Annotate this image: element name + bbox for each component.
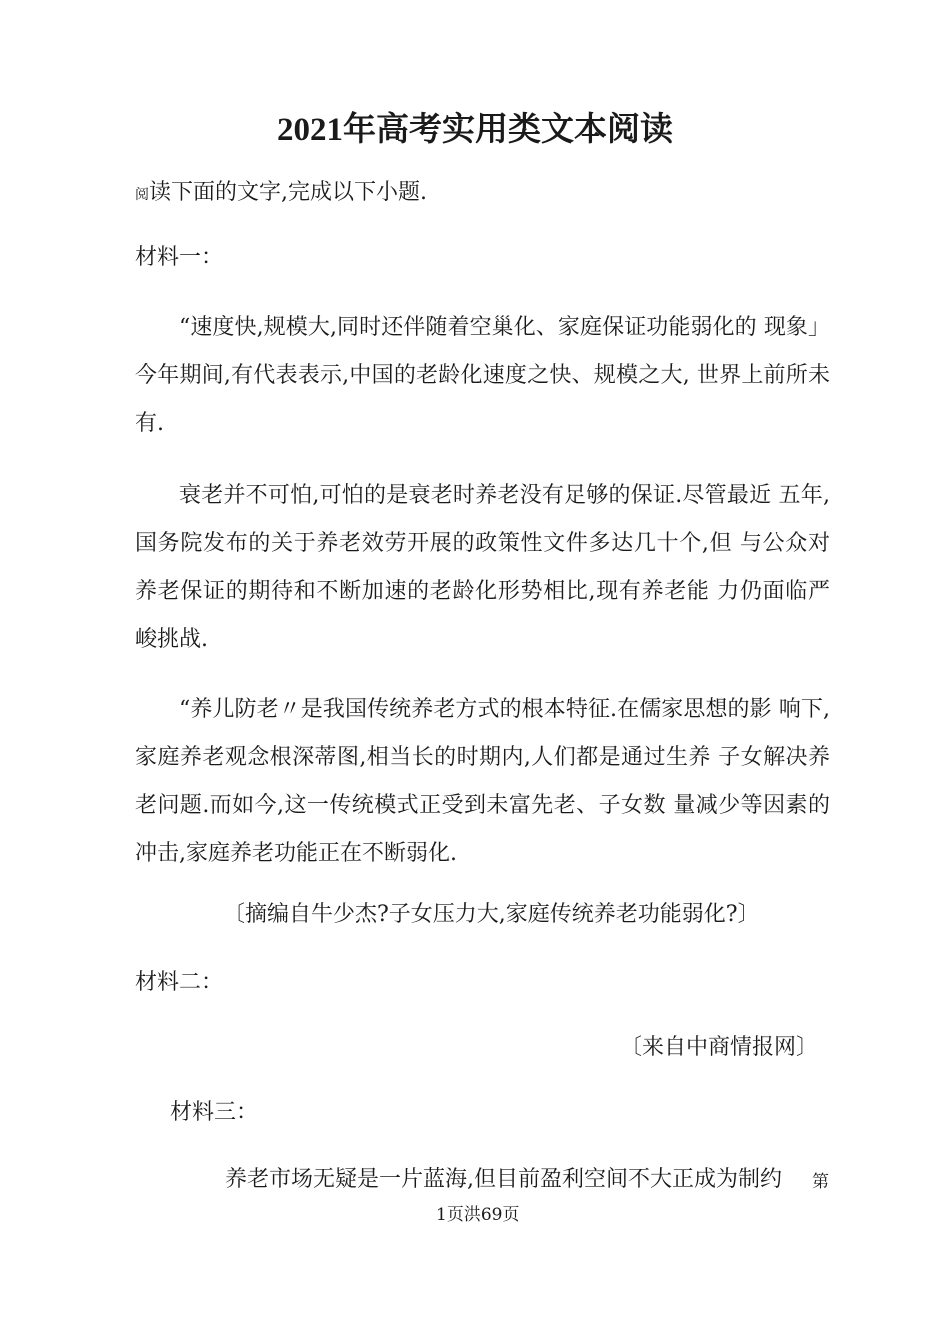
instruction-line xyxy=(135,178,427,210)
footer-page-number: 1页洪69页 xyxy=(436,1205,520,1225)
instruction-small-char: 阅 xyxy=(135,187,149,203)
material1-paragraph-1: “速度快,规模大,同时还伴随着空巢化、家庭保证功能弱化的 现象」今年期间,有代表表示,中国的老龄化速度之快、规模之大, 世界上前所未有. xyxy=(135,315,830,436)
material2-source: 〔来自中商情报网〕 xyxy=(620,1035,819,1060)
material1-source: 〔摘编自牛少杰?子女压力大,家庭传统养老功能弱化?〕 xyxy=(223,902,760,927)
document-title: 2021年高考实用类文本阅读 xyxy=(277,112,673,148)
material1-paragraph-3: “养儿防老〃是我国传统养老方式的根本特征.在儒家思想的影 响下,家庭养老观念根深蒂图,相当长的时期内,人们都是通过生养 子女解决养老问题.而如今,这一传统模式正受到未富先老、子女数 量减少等因素的冲击,家庭养老功能正在不断弱化. xyxy=(135,697,830,866)
material2-label: 材料二： xyxy=(135,970,224,995)
footer-page-prefix: 第 xyxy=(812,1172,829,1192)
material1-label: 材料一： xyxy=(135,245,224,270)
instruction-text: 读下面的文字,完成以下小题. xyxy=(149,180,427,205)
material1-paragraph-2: 衰老并不可怕,可怕的是衰老时养老没有足够的保证.尽管最近 五年,国务院发布的关于养老效劳开展的政策性文件多达几十个,但 与公众对养老保证的期待和不断加速的老龄化形势相比,现有养老能 力仍面临严峻挑战. xyxy=(135,483,830,652)
material3-first-line: 养老市场无疑是一片蓝海,但目前盈利空间不大正成为制约 xyxy=(225,1167,782,1192)
material3-label: 材料三： xyxy=(170,1100,259,1125)
